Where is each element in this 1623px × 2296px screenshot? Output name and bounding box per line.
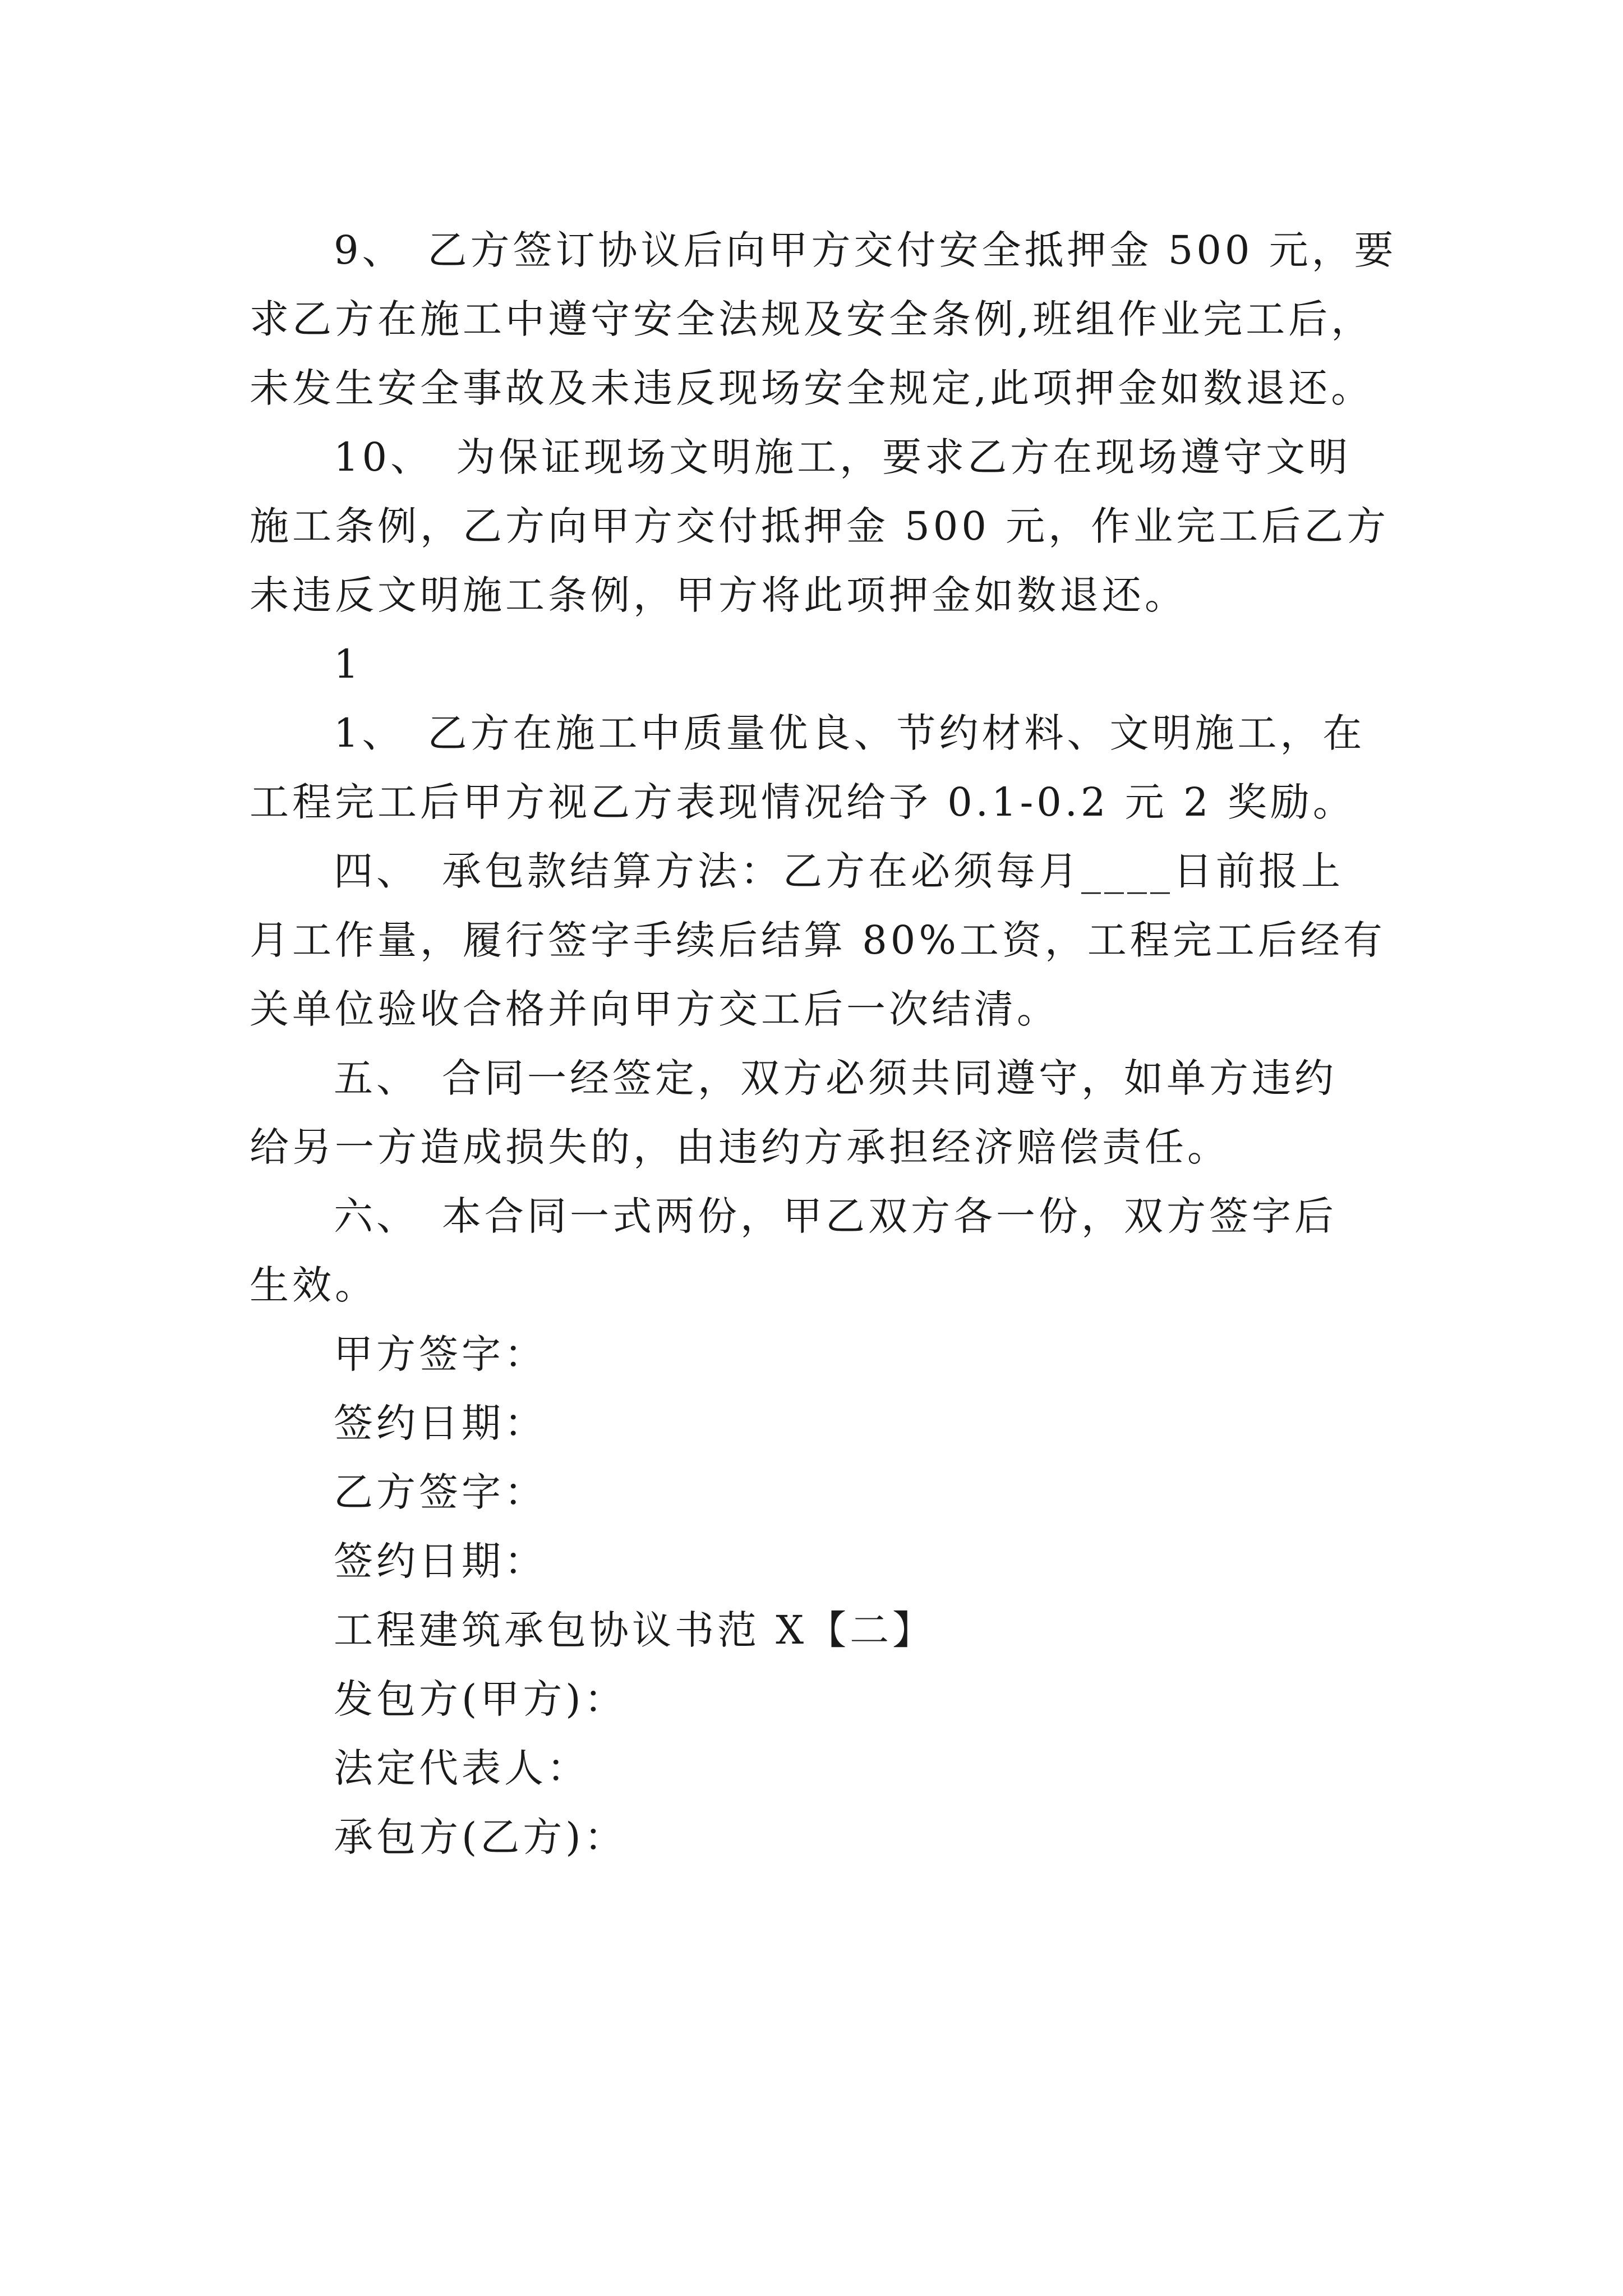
paragraph-1-line-1: 1、 乙方在施工中质量优良、节约材料、文明施工，在 (334, 710, 1366, 756)
party-b-date-label: 签约日期： (334, 1538, 547, 1584)
document-body (250, 216, 1416, 1872)
clause-5-line-2: 给另一方造成损失的，由违约方承担经济赔偿责任。 (250, 1124, 1230, 1170)
party-a-signature-label: 甲方签字： (334, 1331, 547, 1377)
clause-4-line-2: 月工作量，履行签字手续后结算 80%工资，工程完工后经有 (250, 917, 1386, 963)
employer-label: 发包方(甲方)： (334, 1676, 627, 1722)
paragraph-1-line-2: 工程完工后甲方视乙方表现情况给予 0.1-0.2 元 2 奖励。 (250, 779, 1355, 825)
paragraph-9-line-3: 未发生安全事故及未违反现场安全规定,此项押金如数退还。 (250, 365, 1374, 411)
paragraph-9-line-1: 9、 乙方签订协议后向甲方交付安全抵押金 500 元，要 (334, 227, 1397, 273)
legal-representative-label: 法定代表人： (334, 1745, 589, 1791)
party-b-signature-label: 乙方签字： (334, 1469, 547, 1515)
paragraph-10-line-3: 未违反文明施工条例，甲方将此项押金如数退还。 (250, 572, 1187, 618)
second-contract-title: 工程建筑承包协议书范 X【二】 (334, 1607, 935, 1653)
paragraph-10-line-2: 施工条例，乙方向甲方交付抵押金 500 元，作业完工后乙方 (250, 503, 1390, 549)
paragraph-9-line-2: 求乙方在施工中遵守安全法规及安全条例,班组作业完工后， (250, 296, 1374, 342)
clause-4-line-1: 四、 承包款结算方法：乙方在必须每月____日前报上 (334, 848, 1344, 894)
contractor-label: 承包方(乙方)： (334, 1814, 627, 1860)
clause-6-line-2: 生效。 (250, 1262, 377, 1308)
paragraph-10-line-1: 10、 为保证现场文明施工，要求乙方在现场遵守文明 (334, 434, 1352, 480)
section-number: 1 (334, 641, 362, 687)
party-a-date-label: 签约日期： (334, 1400, 547, 1446)
clause-5-line-1: 五、 合同一经签定，双方必须共同遵守，如单方违约 (334, 1055, 1337, 1101)
clause-6-line-1: 六、 本合同一式两份，甲乙双方各一份，双方签字后 (334, 1193, 1337, 1239)
clause-4-line-3: 关单位验收合格并向甲方交工后一次结清。 (250, 986, 1059, 1032)
